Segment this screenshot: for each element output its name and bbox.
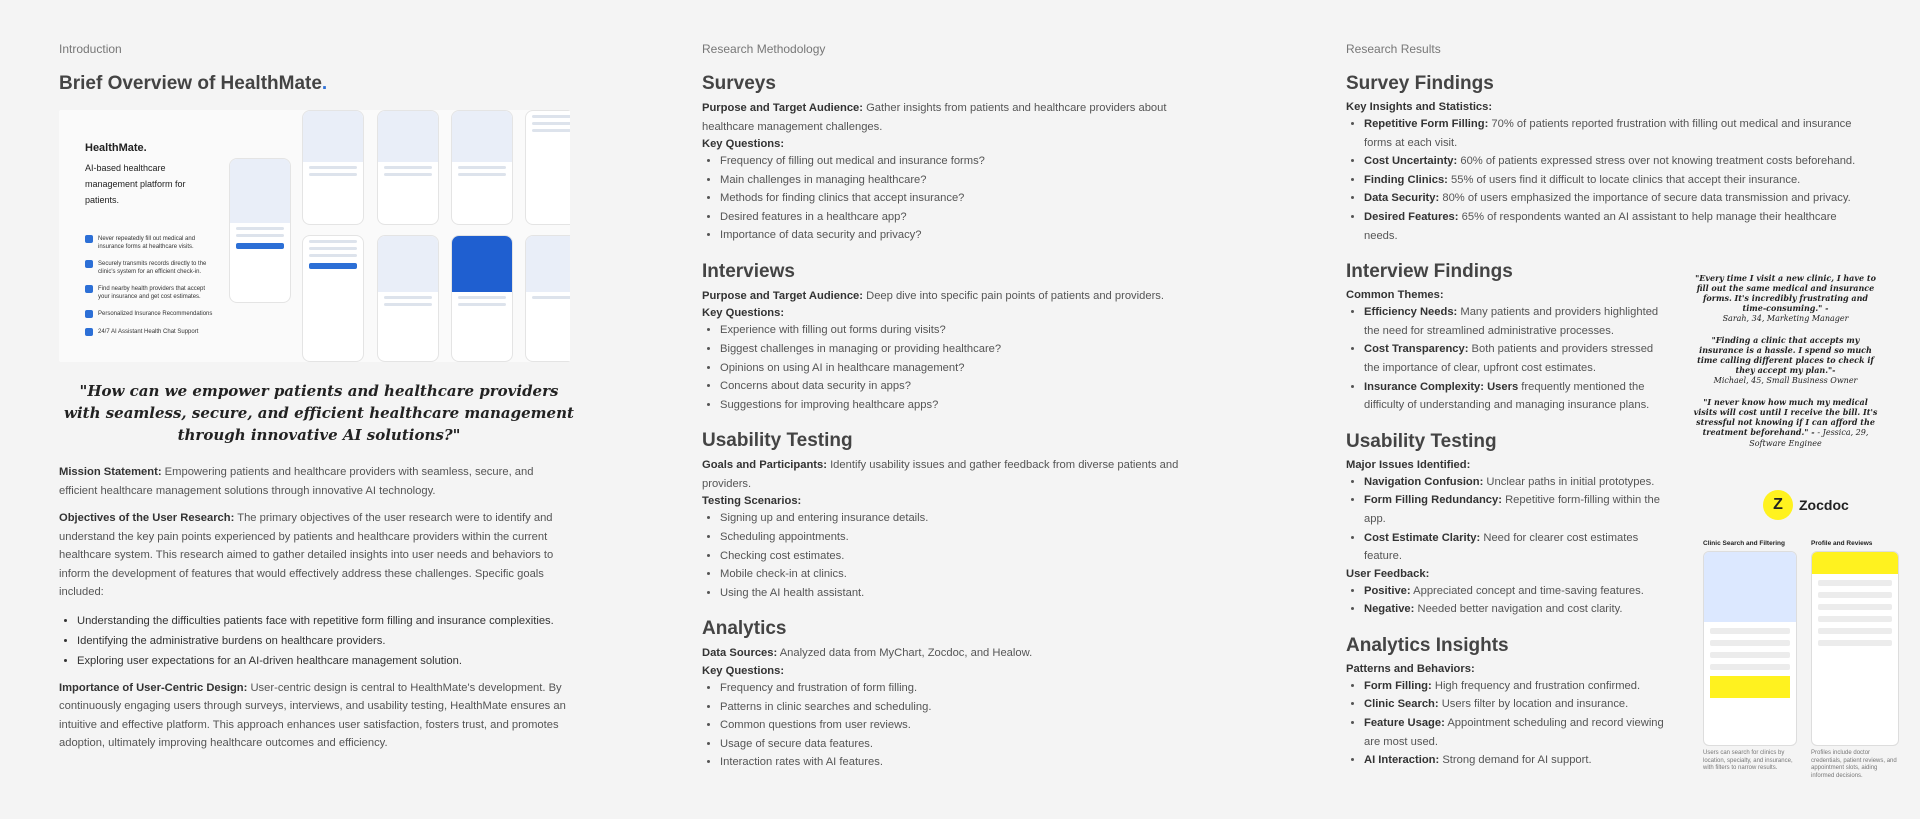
subheading: Common Themes: [1346,289,1444,302]
list-item: • Common questions from user reviews. [720,716,1202,735]
sources-text: Data Sources: Analyzed data from MyChart, Zocdoc, and Healow. [702,647,1033,660]
list-item: • Negative: Needed better navigation and cost clarity. [1364,600,1666,619]
usability-findings-section [1346,431,1666,619]
subheading: User Feedback: [1346,567,1430,580]
app-screenshot [302,110,364,225]
panel-heading: Clinic Search and Filtering [1703,540,1785,547]
zocdoc-screenshot [1811,551,1899,746]
section-heading: Analytics [702,618,787,640]
usability-section [702,430,1202,602]
panel-caption: Users can search for clinics by location, specialty, and insurance, with filters to narrow results. [1703,750,1793,771]
list-item: • Frequency of filling out medical and insurance forms? [720,152,1202,171]
app-screenshot [377,235,439,362]
list-item: • Repetitive Form Filling: 70% of patients reported frustration with filling out medical and insurance forms at each visit. [1364,115,1866,152]
analytics-insights-section [1346,635,1666,770]
app-screenshot [525,235,570,362]
scenario-list [702,509,1202,602]
section-label: Research Methodology [702,42,826,56]
list-item: • Patterns in clinic searches and scheduling. [720,698,1202,717]
list-item: • Mobile check-in at clinics. [720,565,1202,584]
list-item: • Identifying the administrative burdens on healthcare providers. [77,631,574,651]
subheading: Key Questions: [702,138,785,150]
user-quote: "I never know how much my medical visits will cost until I receive the bill. It's stressful not knowing if I can afford the treatment beforehand." - - Jessica, 29, Software Enginee [1693,397,1878,448]
hero-feature: Personalized Insurance Recommendations [85,310,215,318]
list-item: • Checking cost estimates. [720,547,1202,566]
app-screenshot [229,158,291,303]
app-screenshot [302,235,364,362]
hero-feature: Never repeatedly fill out medical and insurance forms at healthcare visits. [85,235,215,251]
list-item: • Frequency and frustration of form filling. [720,679,1202,698]
subheading: Key Questions: [702,307,785,320]
list-item: • Finding Clinics: 55% of users find it difficult to locate clinics that accept their insurance. [1364,171,1866,190]
zocdoc-icon: Z [1763,490,1793,520]
hero-feature: Securely transmits records directly to the clinic's system for an efficient check-in. [85,260,215,276]
list-item: • Biggest challenges in managing or providing healthcare? [720,340,1202,359]
feature-icon [85,235,93,243]
list-item: • Exploring user expectations for an AI-driven healthcare management solution. [77,651,574,671]
section-heading: Usability Testing [1346,430,1497,452]
user-quote: "Every time I visit a new clinic, I have to fill out the same medical and insurance forms. It's incredibly frustrating and time-consuming." - Sarah, 34, Marketing Manager [1695,273,1876,323]
hero-brand: HealthMate. [85,142,147,154]
list-item: • Using the AI health assistant. [720,584,1202,603]
list-item: • Concerns about data security in apps? [720,377,1202,396]
feedback-list [1346,582,1666,619]
section-heading: Surveys [702,73,776,94]
research-question-quote: "How can we empower patients and healthcare providers with seamless, secure, and efficient healthcare management through innovative AI solutions?" [64,382,574,444]
zocdoc-panel-profile [1811,540,1899,780]
user-quote: "Finding a clinic that accepts my insurance is a hassle. I spend so much time calling different places to check if they accept my plan."- Michael, 45, Small Business Owner [1697,335,1874,385]
importance-statement: Importance of User-Centric Design: User-centric design is central to HealthMate's development. By continuously engaging users through surveys, interviews, and usability testing, HealthMate ensures an intuitive and effective platform. This approach enhances user satisfaction, fosters trust, and promotes adoption, ultimately improving healthcare outcomes and efficiency. [59,681,566,749]
question-list [702,152,1202,245]
subheading: Key Insights and Statistics: [1346,101,1493,113]
list-item: • Suggestions for improving healthcare apps? [720,396,1202,415]
hero-feature: 24/7 AI Assistant Health Chat Support [85,328,215,336]
section-heading: Survey Findings [1346,73,1494,94]
section-heading: Interviews [702,260,795,282]
subheading: Major Issues Identified: [1346,458,1471,471]
subheading: Testing Scenarios: [702,495,802,508]
list-item: • Insurance Complexity: Users frequently mentioned the difficulty of understanding and managing insurance plans. [1364,378,1666,415]
intro-body [59,463,574,762]
panel-caption: Profiles include doctor credentials, patient reviews, and appointment slots, aiding informed decisions. [1811,750,1897,779]
list-item: • Methods for finding clinics that accept insurance? [720,189,1202,208]
goals-list [59,611,574,671]
question-list [702,679,1202,772]
list-item: • Scheduling appointments. [720,528,1202,547]
app-screenshot [451,235,513,362]
list-item: • Understanding the difficulties patients face with repetitive form filling and insurance complexities. [77,611,574,631]
list-item: • Positive: Appreciated concept and time-saving features. [1364,582,1666,601]
zocdoc-panel-search [1703,540,1797,773]
hero-feature: Find nearby health providers that accept your insurance and get cost estimates. [85,285,215,301]
feature-icon [85,328,93,336]
analytics-section [702,618,1202,771]
list-item: • Experience with filling out forms during visits? [720,321,1202,340]
section-heading: Usability Testing [702,430,853,452]
list-item: • Signing up and entering insurance details. [720,509,1202,528]
list-item: • Navigation Confusion: Unclear paths in initial prototypes. [1364,473,1666,492]
list-item: • Form Filling Redundancy: Repetitive form-filling within the app. [1364,491,1666,528]
list-item: • AI Interaction: Strong demand for AI support. [1364,751,1666,770]
app-screenshot [525,110,570,225]
list-item: • Importance of data security and privacy? [720,226,1202,245]
list-item: • Clinic Search: Users filter by location and insurance. [1364,695,1666,714]
list-item: • Desired Features: 65% of respondents wanted an AI assistant to help manage their healthcare needs. [1364,208,1866,245]
list-item: • Cost Estimate Clarity: Need for clearer cost estimates feature. [1364,529,1666,566]
list-item: • Form Filling: High frequency and frustration confirmed. [1364,677,1666,696]
zocdoc-screenshot [1703,551,1797,746]
zocdoc-name: Zocdoc [1799,497,1849,513]
list-item: • Feature Usage: Appointment scheduling and record viewing are most used. [1364,714,1666,751]
question-list [702,321,1202,414]
section-heading: Analytics Insights [1346,634,1509,656]
list-item: • Cost Uncertainty: 60% of patients expressed stress over not knowing treatment costs beforehand. [1364,152,1866,171]
purpose-text: Purpose and Target Audience: Deep dive into specific pain points of patients and providers. [702,289,1164,302]
insights-list [1346,677,1666,770]
surveys-section [702,73,1202,245]
list-item: • Opinions on using AI in healthcare management? [720,359,1202,378]
themes-list [1346,303,1666,415]
user-quotes [1693,273,1878,460]
list-item: • Efficiency Needs: Many patients and providers highlighted the need for streamlined administrative processes. [1364,303,1666,340]
interview-findings-section [1346,261,1666,415]
list-item: • Main challenges in managing healthcare? [720,171,1202,190]
purpose-text: Purpose and Target Audience: Gather insights from patients and healthcare providers about healthcare management challenges. [702,102,1167,133]
feature-icon [85,260,93,268]
subheading: Patterns and Behaviors: [1346,662,1475,675]
app-screenshot [377,110,439,225]
list-item: • Data Security: 80% of users emphasized the importance of secure data transmission and privacy. [1364,189,1866,208]
zocdoc-logo [1763,490,1849,520]
list-item: • Interaction rates with AI features. [720,753,1202,772]
goals-text: Goals and Participants: Identify usability issues and gather feedback from diverse patients and providers. [702,459,1179,490]
section-label: Introduction [59,42,122,56]
survey-findings-section [1346,73,1866,245]
subheading: Key Questions: [702,664,785,677]
issues-list [1346,473,1666,566]
panel-heading: Profile and Reviews [1811,540,1873,547]
mission-statement: Mission Statement: Empowering patients and healthcare providers with seamless, secure, and efficient healthcare management solutions through innovative AI technology. [59,466,534,497]
objectives: Objectives of the User Research: The primary objectives of the user research were to identify and understand the key pain points experienced by patients and healthcare providers within the current healthcare system. This research aimed to gather detailed insights into user needs and behaviors to inform the development of features that would effectively address these challenges. Specific goals included: [59,512,554,598]
list-item: • Usage of secure data features. [720,735,1202,754]
section-heading: Interview Findings [1346,261,1513,283]
section-label: Research Results [1346,42,1441,56]
page-title: Brief Overview of HealthMate. [59,73,328,94]
list-item: • Cost Transparency: Both patients and providers stressed the importance of clear, upfront cost estimates. [1364,340,1666,377]
feature-icon [85,285,93,293]
findings-list [1346,115,1866,245]
feature-icon [85,310,93,318]
app-screenshot [451,110,513,225]
list-item: • Desired features in a healthcare app? [720,208,1202,227]
interviews-section [702,261,1202,414]
hero-tagline: AI-based healthcare management platform for patients. [85,163,186,205]
hero-image [59,110,570,362]
